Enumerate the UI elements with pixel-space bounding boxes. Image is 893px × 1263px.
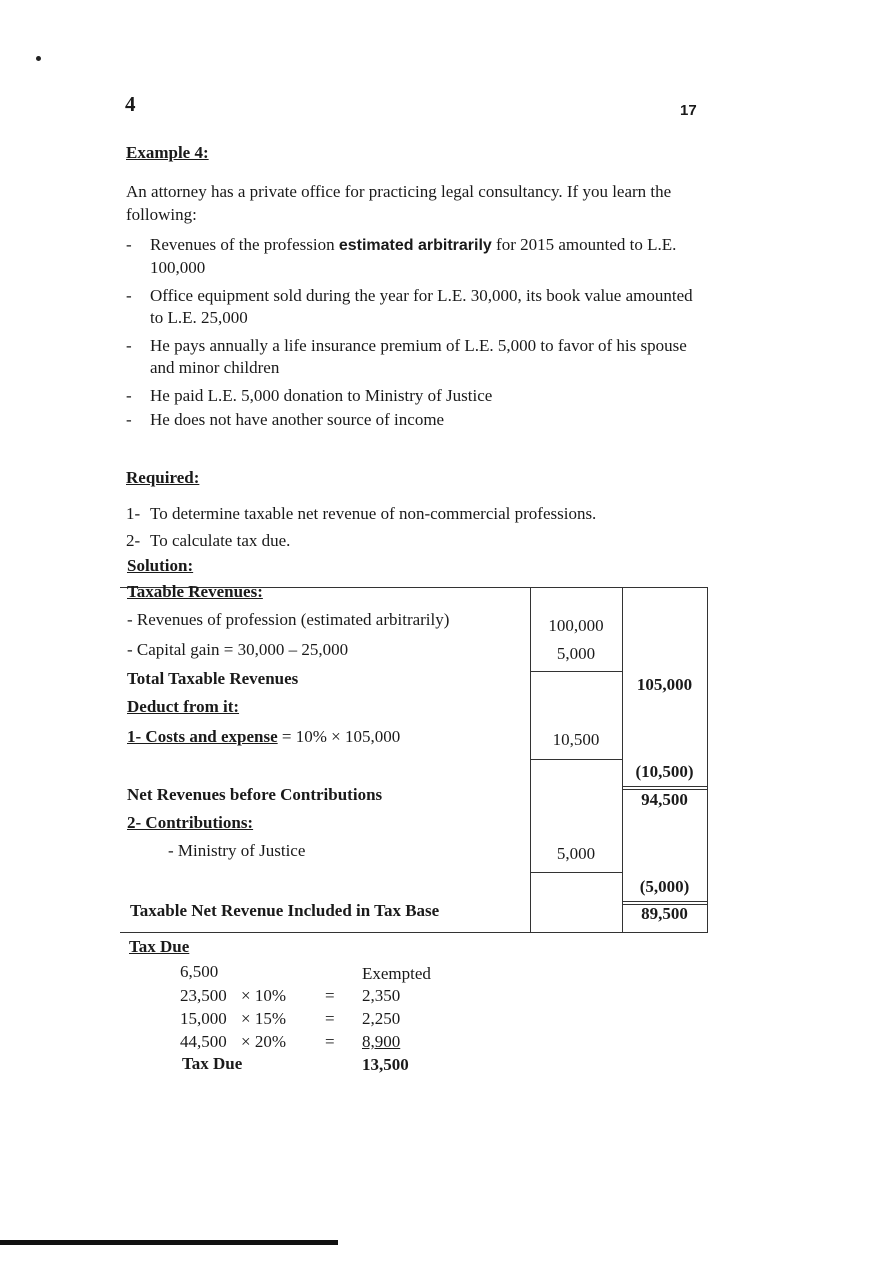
costs-amount: 10,500 <box>552 730 600 749</box>
tax-base: 44,500 <box>180 1032 227 1051</box>
tax-result: 2,250 <box>362 1009 401 1028</box>
solution-title: Solution: <box>127 556 194 575</box>
divider <box>622 786 707 787</box>
tax-due-title: Tax Due <box>129 937 190 956</box>
tax-rate: × 10% <box>241 986 286 1005</box>
scan-mark <box>36 56 41 61</box>
divider <box>622 901 707 902</box>
divider <box>530 872 622 873</box>
intro-paragraph: An attorney has a private office for practicing legal consultancy. If you learn the following: <box>126 182 672 224</box>
revenue-profession-amount: 100,000 <box>548 616 604 635</box>
tax-result: Exempted <box>362 964 431 983</box>
tax-due-total-value: 13,500 <box>362 1055 409 1074</box>
tax-base: 6,500 <box>180 962 219 981</box>
ministry-amount: 5,000 <box>556 844 596 863</box>
tax-rate: × 15% <box>241 1009 286 1028</box>
scan-edge-bar <box>0 1240 338 1245</box>
net-before-label: Net Revenues before Contributions <box>127 785 383 804</box>
tax-equals: = <box>325 986 335 1005</box>
total-taxable-label: Total Taxable Revenues <box>127 669 299 688</box>
tax-equals: = <box>325 1009 335 1028</box>
deduct-heading: Deduct from it: <box>127 697 240 716</box>
facts-list <box>126 234 701 437</box>
chapter-number: 4 <box>125 92 136 116</box>
net-before-amount: 94,500 <box>641 790 688 809</box>
required-title: Required: <box>126 468 200 487</box>
contributions-heading: 2- Contributions: <box>127 813 254 832</box>
page-number: 17 <box>680 102 697 119</box>
solution-table <box>120 582 708 933</box>
list-item: - Office equipment sold during the year for L.E. 30,000, its book value amounted to L.E. 25,000 <box>126 286 693 327</box>
emphasis: estimated arbitrarily <box>338 237 492 254</box>
tax-base: 23,500 <box>180 986 227 1005</box>
divider <box>120 932 708 933</box>
tax-result: 8,900 <box>362 1032 401 1051</box>
example-title: Example 4: <box>126 143 209 162</box>
capital-gain-amount: 5,000 <box>556 644 596 663</box>
ministry-label: - Ministry of Justice <box>168 841 306 860</box>
taxable-revenues-heading: Taxable Revenues: <box>127 582 263 601</box>
list-item: - Revenues of the profession estimated arbitrarily for 2015 amounted to L.E. 100,000 <box>126 235 677 277</box>
list-item: 2- To calculate tax due. <box>126 531 291 550</box>
tax-equals: = <box>325 1032 335 1051</box>
tax-result: 2,350 <box>362 986 401 1005</box>
list-item: - He pays annually a life insurance premium of L.E. 5,000 to favor of his spouse and minor children <box>126 336 687 377</box>
required-list <box>126 500 596 554</box>
list-item: - He does not have another source of income <box>126 410 445 429</box>
divider <box>707 587 708 933</box>
divider <box>530 671 622 672</box>
costs-total: (10,500) <box>635 762 694 781</box>
divider <box>530 759 622 760</box>
tax-base: 15,000 <box>180 1009 227 1028</box>
total-taxable-amount: 105,000 <box>636 675 693 694</box>
tax-due-total-label: Tax Due <box>182 1054 243 1073</box>
costs-row: 1- Costs and expense = 10% × 105,000 <box>127 727 401 746</box>
ministry-total: (5,000) <box>639 877 690 896</box>
tax-due-table <box>180 962 480 1082</box>
list-item: 1- To determine taxable net revenue of non-commercial professions. <box>126 504 597 523</box>
capital-gain-label: - Capital gain = 30,000 – 25,000 <box>127 640 349 659</box>
revenue-profession-label: - Revenues of profession (estimated arbitrarily) <box>127 610 450 629</box>
taxable-net-label: Taxable Net Revenue Included in Tax Base <box>130 901 440 920</box>
list-item: - He paid L.E. 5,000 donation to Ministry of Justice <box>126 386 493 405</box>
tax-rate: × 20% <box>241 1032 286 1051</box>
taxable-net-amount: 89,500 <box>641 904 688 923</box>
divider <box>530 587 531 933</box>
